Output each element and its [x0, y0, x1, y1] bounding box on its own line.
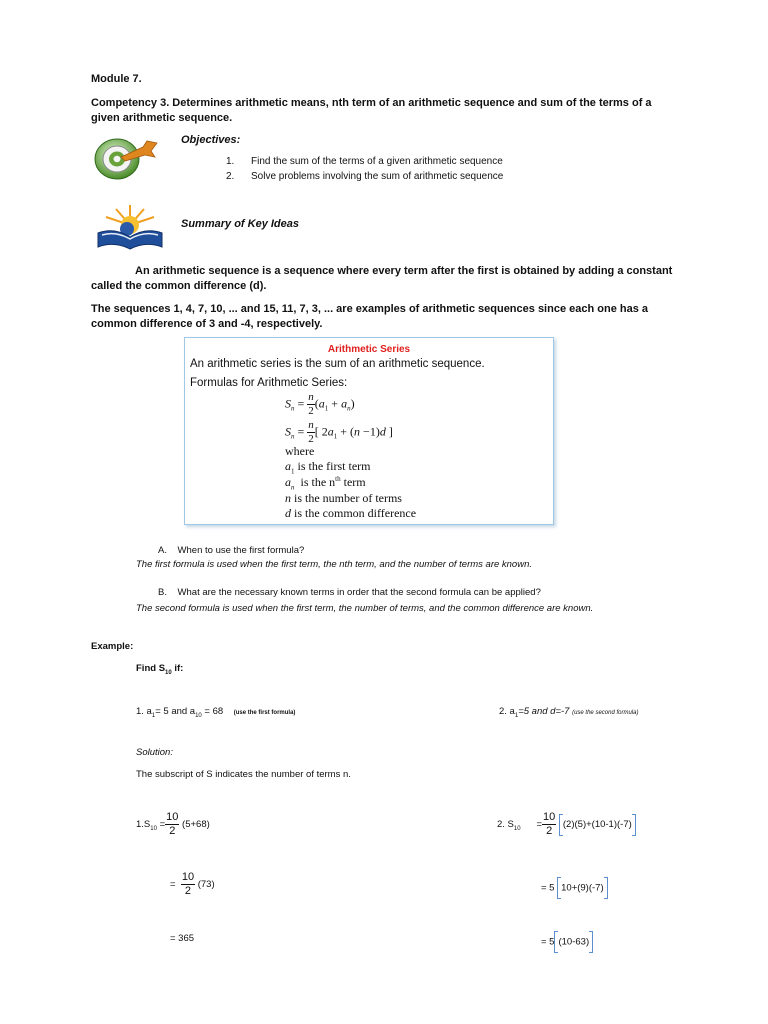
work1-num: 10: [166, 811, 179, 823]
summary-paragraph-1: An arithmetic sequence is a sequence where every term after the first is obtained by adding a constant called the common difference (d).: [91, 265, 673, 292]
question-b: [158, 587, 541, 598]
def-d-text: is the common difference: [294, 506, 417, 520]
formulas-label: Formulas for Arithmetic Series:: [190, 377, 348, 389]
subscript-explanation: The subscript of S indicates the number of terms n.: [136, 769, 351, 780]
work1-step2-rest: (73): [197, 879, 215, 891]
summary-paragraph-2: The sequences 1, 4, 7, 10, ... and 15, 11, 7, 3, ... are examples of arithmetic sequences since each one has a common difference of 3 and -4, respectively.: [91, 303, 648, 330]
find-sub: 10: [165, 669, 172, 676]
item1-text: 1. a: [136, 706, 152, 717]
def-common-diff: d is the common difference: [285, 506, 417, 520]
find-rest: if:: [171, 663, 184, 674]
objective-num: 2.: [226, 171, 235, 182]
objective-item-2: [226, 171, 503, 182]
work2-step1: [497, 812, 636, 837]
bracket-right-icon: [632, 814, 636, 836]
question-a: [158, 545, 304, 556]
work2-step3-rest: (10-63): [558, 936, 590, 948]
solution-label: Solution:: [136, 747, 173, 758]
question-text: What are the necessary known terms in order that the second formula can be applied?: [177, 587, 541, 598]
objective-text: Find the sum of the terms of a given arithmetic sequence: [251, 156, 503, 167]
example-item-1: [136, 706, 295, 719]
item2-text: 2. a: [499, 706, 515, 717]
find-text: Find S: [136, 663, 166, 674]
example-item-2: [499, 706, 638, 719]
item2-note: (use the second formula): [572, 710, 639, 716]
item1-note: (use the first formula): [233, 710, 296, 716]
bracket-right-icon: [589, 931, 593, 953]
item1-sub1: 1: [151, 712, 156, 719]
work1-eq: =: [159, 819, 166, 831]
work2-eq: =: [536, 819, 542, 831]
formula-1: $S_n$ = $\frac{n}{2}$ $(a_1 + a_n)$: [285, 391, 355, 417]
target-arrow-icon: [91, 133, 161, 181]
bracket-right-icon: [604, 877, 608, 899]
work1-step2-den: 2: [184, 885, 192, 897]
module-title: Module 7.: [91, 73, 142, 85]
item1-mid: = 5 and a: [155, 706, 196, 717]
series-definition: An arithmetic series is the sum of an arithmetic sequence.: [190, 358, 485, 370]
find-s10: [136, 663, 183, 676]
work1-label: 1.S: [136, 819, 151, 831]
work1-den: 2: [169, 825, 176, 837]
series-box-title: Arithmetic Series: [327, 344, 411, 355]
objective-item-1: [226, 156, 503, 167]
work1-step3: = 365: [170, 933, 195, 944]
example-label: Example:: [91, 641, 134, 652]
work1-rest: (5+68): [182, 819, 210, 831]
work2-step2-eq: = 5: [541, 882, 555, 894]
def-an-text: is the n: [300, 475, 336, 489]
def-first-term: $a_1$ is the first term: [285, 459, 371, 476]
work2-rest: (2)(5)+(10-1)(-7): [562, 819, 632, 831]
work2-den: 2: [546, 825, 553, 837]
arithmetic-series-box: [184, 337, 554, 525]
work2-step2-rest: 10+(9)(-7): [561, 882, 604, 894]
objectives-title: Objectives:: [181, 134, 241, 146]
work1-step2-num: 10: [181, 871, 195, 883]
work2-step3: [541, 931, 593, 953]
work1-step1: [136, 812, 210, 837]
work2-sub: 10: [513, 825, 521, 832]
def-number-terms: n is the number of terms: [285, 491, 402, 505]
competency-text: Competency 3. Determines arithmetic means, nth term of an arithmetic sequence and sum of the terms of a given arithmetic sequence.: [91, 97, 652, 124]
book-sun-icon: [94, 203, 166, 251]
work2-num: 10: [543, 811, 556, 823]
item2-sub: 1: [514, 712, 519, 719]
item1-end: = 68: [201, 706, 224, 717]
work2-step2: [541, 877, 608, 899]
work2-step3-eq: = 5: [541, 936, 555, 948]
item1-sub2: 10: [195, 712, 202, 719]
summary-title: Summary of Key Ideas: [181, 218, 299, 230]
def-a1-text: is the first term: [297, 459, 371, 473]
def-an-sup: th: [335, 475, 341, 483]
question-text: When to use the first formula?: [177, 545, 305, 556]
def-nth-term: $a_n$ is the $n^{th}$ term: [285, 475, 366, 492]
objective-num: 1.: [226, 156, 235, 167]
work1-step2: [170, 872, 215, 897]
question-letter: B.: [158, 587, 167, 598]
def-n-text: is the number of terms: [294, 491, 402, 505]
answer-a: The first formula is used when the first term, the nth term, and the number of terms are known.: [136, 559, 533, 570]
formula-2: $S_n$ = $\frac{n}{2}$ [ $2a_1 + (n -1)d$ ]: [285, 419, 393, 445]
work2-label: 2. S: [497, 819, 514, 831]
where-label: where: [285, 444, 315, 458]
objective-text: Solve problems involving the sum of arithmetic sequence: [251, 171, 504, 182]
work1-sub: 10: [150, 825, 157, 832]
item2-mid: =5 and d=-7: [518, 706, 570, 717]
work1-step2-eq: =: [170, 879, 176, 891]
question-letter: A.: [158, 545, 167, 556]
answer-b: The second formula is used when the first term, the number of terms, and the common difference are known.: [136, 603, 594, 614]
def-an-rest: term: [340, 475, 366, 489]
